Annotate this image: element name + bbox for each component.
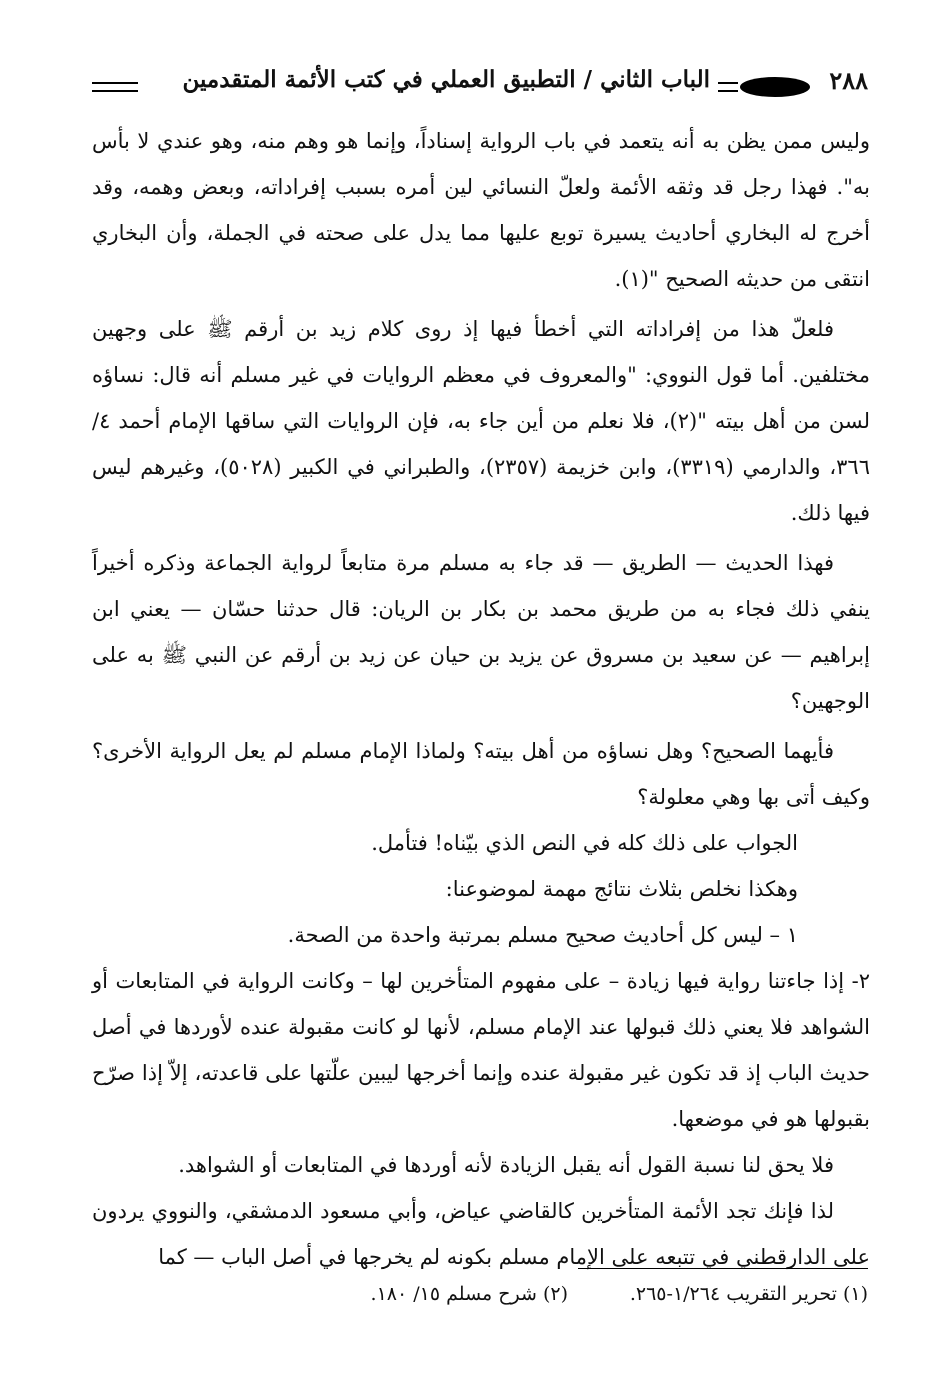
page-number: ٢٨٨	[829, 66, 868, 95]
paragraph: وليس ممن يظن به أنه يتعمد في باب الرواية إسناداً، وإنما هو وهم منه، وهو عندي لا بأس به". فهذا رجل قد وثقه الأئمة ولعلّ النسائي لين أمره بسبب إفراداته، وبعض وهمه، وقد أخرج له البخاري أحاديث يسيرة توبع عليها مما يدل على صحته في الجملة، وأن البخاري انتقى من حديثه الصحيح "(١).	[92, 129, 870, 291]
list-item: ١ – ليس كل أحاديث صحيح مسلم بمرتبة واحدة من الصحة.	[287, 923, 798, 947]
body-text	[92, 118, 870, 1280]
header-rule-right	[718, 82, 738, 84]
header-rule-right-2	[718, 90, 738, 92]
running-header	[92, 60, 870, 110]
footnote-separator	[578, 1268, 868, 1269]
running-title: الباب الثاني / التطبيق العملي في كتب الأئمة المتقدمين	[182, 66, 710, 93]
paragraph: الجواب على ذلك كله في النص الذي بيّناه! فتأمل.	[371, 831, 798, 855]
header-rule-left	[92, 82, 138, 84]
footnote-2: (٢) شرح مسلم ١٥/ ١٨٠.	[370, 1283, 568, 1305]
paragraph: فلعلّ هذا من إفراداته التي أخطأ فيها إذ روى كلام زيد بن أرقم ﷺ على وجهين مختلفين. أما قول النووي: "والمعروف في معظم الروايات في غير مسلم أنه قال: نساؤه لسن من أهل بيته "(٢)، فلا نعلم من أين جاء به، فإن الروايات التي ساقها الإمام أحمد ٤/ ٣٦٦، والدارمي (٣٣١٩)، وابن خزيمة (٢٣٥٧)، والطبراني في الكبير (٥٠٢٨)، وغيرهم ليس فيها ذلك.	[92, 317, 870, 525]
paragraph: فهذا الحديث — الطريق — قد جاء به مسلم مرة متابعاً لرواية الجماعة وذكره أخيراً ينفي ذلك فجاء به من طريق محمد بن بكار بن الريان: قال حدثنا حسّان — يعني ابن إبراهيم — عن سعيد بن مسروق عن يزيد بن حيان عن زيد بن أرقم عن النبي ﷺ به على الوجهين؟	[92, 551, 870, 713]
footnotes	[168, 1283, 868, 1319]
header-ornament	[740, 77, 810, 97]
header-rule-left-2	[92, 90, 138, 92]
paragraph: فأيهما الصحيح؟ وهل نساؤه من أهل بيته؟ ولماذا الإمام مسلم لم يعل الرواية الأخرى؟ وكيف أتى بها وهي معلولة؟	[92, 739, 870, 809]
list-item: ٢- إذا جاءتنا رواية فيها زيادة – على مفهوم المتأخرين لها – وكانت الرواية في المتابعات أو الشواهد فلا يعني ذلك قبولها عند الإمام مسلم، لأنها لو كانت مقبولة عنده لأوردها في أصل حديث الباب إذ قد تكون غير مقبولة عنده وإنما أخرجها ليبين علّتها على قاعدته، إلاّ إذا صرّح بقبولها هو في موضعها.	[92, 969, 870, 1131]
paragraph: فلا يحق لنا نسبة القول أنه يقبل الزيادة لأنه أوردها في المتابعات أو الشواهد.	[178, 1153, 834, 1177]
footnote-1: (١) تحرير التقريب ١/٢٦٤-٢٦٥.	[629, 1283, 868, 1305]
paragraph: وهكذا نخلص بثلاث نتائج مهمة لموضوعنا:	[445, 877, 798, 901]
paragraph: لذا فإنك تجد الأئمة المتأخرين كالقاضي عياض، وأبي مسعود الدمشقي، والنووي يردون على الدارقطني في تتبعه على الإمام مسلم بكونه لم يخرجها في أصل الباب — كما	[92, 1199, 870, 1269]
